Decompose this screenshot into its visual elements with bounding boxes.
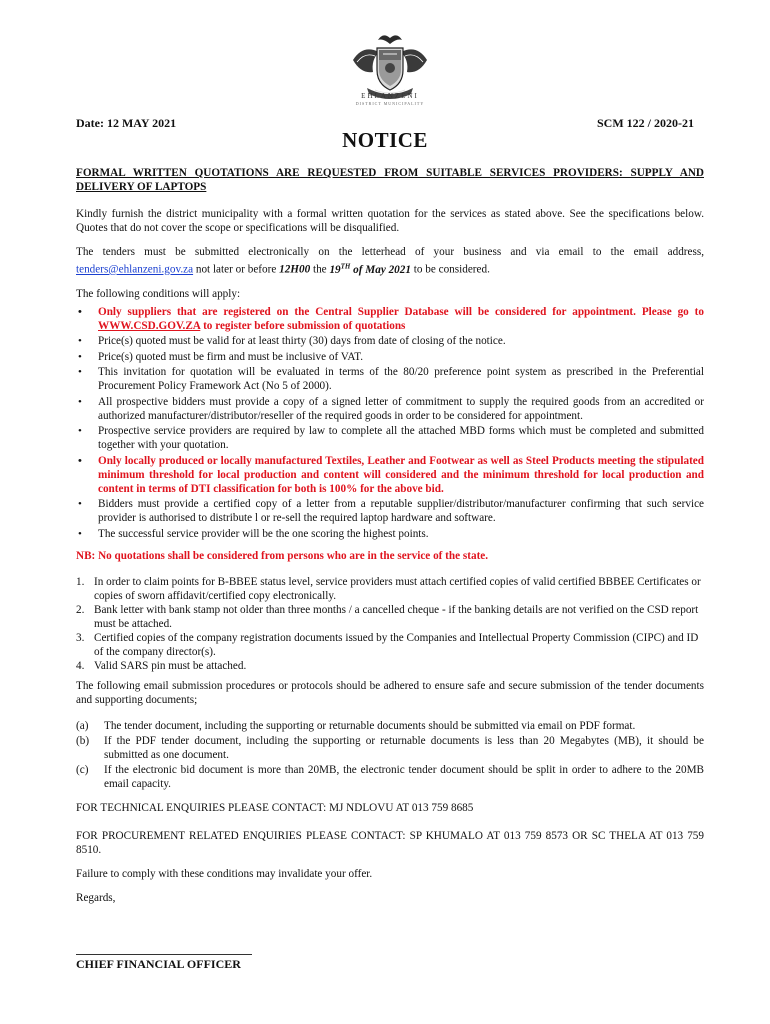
csd-link[interactable]: WWW.CSD.GOV.ZA	[98, 319, 201, 332]
condition-item: • The successful service provider will be the one scoring the highest points.	[76, 527, 704, 541]
email-procedures-intro: The following email submission procedures or protocols should be adhered to ensure safe and secure submission of the tender documents and supporting documents;	[76, 679, 704, 706]
submission-text: The tenders must be submitted electronically on the letterhead of your business and via email to the email address,	[76, 246, 704, 258]
signature-line	[76, 954, 252, 955]
conditions-list	[76, 305, 704, 541]
item-number: 3.	[76, 631, 85, 644]
item-letter: (c)	[76, 763, 89, 776]
reference-number: SCM 122 / 2020-21	[597, 116, 694, 130]
requirement-item	[76, 603, 704, 631]
procurement-enquiries: FOR PROCUREMENT RELATED ENQUIRIES PLEASE CONTACT: SP KHUMALO AT 013 759 8573 OR SC THELA AT 013 759 8510.	[76, 829, 704, 856]
logo-wordmark: EHLANZENI	[361, 92, 419, 100]
item-number: 1.	[76, 575, 85, 588]
item-text: Valid SARS pin must be attached.	[94, 659, 247, 672]
condition-item: • All prospective bidders must provide a copy of a signed letter of commitment to supply the required goods from an accredited or authorized manufacturer/distributor/reseller of the required goods in order to be considered for appointment.	[76, 395, 704, 423]
item-number: 2.	[76, 603, 85, 616]
notice-heading: FORMAL WRITTEN QUOTATIONS ARE REQUESTED FROM SUITABLE SERVICES PROVIDERS: SUPPLY AND DELIVERY OF LAPTOPS	[76, 167, 704, 193]
item-number: 4.	[76, 659, 85, 672]
tenders-email-link[interactable]: tenders@ehlanzeni.gov.za	[76, 263, 194, 276]
procedure-item	[76, 734, 704, 762]
condition-item	[76, 305, 704, 333]
item-text: The tender document, including the supporting or returnable documents should be submitted via email on PDF format.	[104, 719, 636, 732]
nb-notice: NB: No quotations shall be considered from persons who are in the service of the state.	[76, 549, 489, 562]
condition-item: • Only locally produced or locally manufactured Textiles, Leather and Footwear as well as Steel Products meeting the stipulated minimum threshold for local production and content will considered and the minimum threshold for local production and content in terms of DTI classification for both is 100% for the above bid.	[76, 454, 704, 496]
item-text: Bank letter with bank stamp not older than three months / a cancelled cheque - if the banking details are not verified on the CSD report must be attached.	[94, 603, 699, 630]
condition-item: • Bidders must provide a certified copy of a letter from a reputable supplier/distributor/manufacturer confirming that such service provider is authorised to distribute l or re-sell the required laptop hardware and software.	[76, 497, 704, 525]
item-letter: (b)	[76, 734, 90, 747]
signatory-title: CHIEF FINANCIAL OFFICER	[76, 957, 241, 971]
requirements-list	[76, 575, 704, 673]
requirement-item	[76, 631, 704, 659]
closing-time: 12H00	[279, 263, 311, 276]
conditions-intro: The following conditions will apply:	[76, 287, 241, 300]
submission-text: to be considered.	[410, 263, 490, 276]
regards: Regards,	[76, 891, 116, 904]
item-letter: (a)	[76, 719, 89, 732]
requirement-item	[76, 659, 704, 673]
closing-day-suffix: TH	[340, 262, 351, 270]
item-text: Certified copies of the company registration documents issued by the Companies and Intellectual Property Commission (CIPC) and ID of the company director(s).	[94, 631, 699, 658]
condition-text: Only suppliers that are registered on the Central Supplier Database will be considered for appointment. Please go to	[98, 305, 704, 318]
condition-text: to register before submission of quotations	[200, 319, 406, 332]
submission-text: not later or before	[193, 263, 280, 276]
technical-enquiries: FOR TECHNICAL ENQUIRIES PLEASE CONTACT: MJ NDLOVU AT 013 759 8685	[76, 801, 474, 814]
notice-date: Date: 12 MAY 2021	[76, 116, 177, 130]
requirement-item	[76, 575, 704, 603]
condition-item: • This invitation for quotation will be evaluated in terms of the 80/20 preference point system as prescribed in the Preferential Procurement Policy Framework Act (No 5 of 2000).	[76, 365, 704, 393]
condition-item: • Price(s) quoted must be firm and must be inclusive of VAT.	[76, 350, 704, 364]
closing-day: 19	[329, 263, 341, 276]
closing-month: of May 2021	[350, 263, 411, 276]
procedure-item	[76, 763, 704, 791]
procedures-list	[76, 719, 704, 791]
item-text: If the electronic bid document is more than 20MB, the electronic tender document should be split in order to adhere to the 20MB email capacity.	[104, 763, 704, 790]
intro-paragraph: Kindly furnish the district municipality with a formal written quotation for the services as stated above. See the specifications below. Quotes that do not cover the scope or specifications will be disqualified.	[76, 208, 704, 234]
item-text: If the PDF tender document, including the supporting or returnable documents is less than 20 Megabytes (MB), it should be submitted as one document.	[104, 734, 704, 761]
notice-body	[76, 166, 704, 905]
item-text: In order to claim points for B-BBEE status level, service providers must attach certified copies of valid certified BBBEE Certificates or copies of sworn affidavit/certified copy electronically.	[94, 575, 701, 602]
condition-item: • Prospective service providers are required by law to complete all the attached MBD forms which must be completed and submitted together with your quotation.	[76, 424, 704, 452]
submission-text: the	[310, 263, 330, 276]
failure-note: Failure to comply with these conditions may invalidate your offer.	[76, 867, 373, 880]
page-title: NOTICE	[342, 128, 428, 152]
logo-subtext: DISTRICT MUNICIPALITY	[355, 101, 425, 106]
procedure-item	[76, 719, 704, 733]
condition-item: • Price(s) quoted must be valid for at least thirty (30) days from date of closing of the notice.	[76, 334, 704, 348]
submission-paragraph	[76, 245, 704, 277]
